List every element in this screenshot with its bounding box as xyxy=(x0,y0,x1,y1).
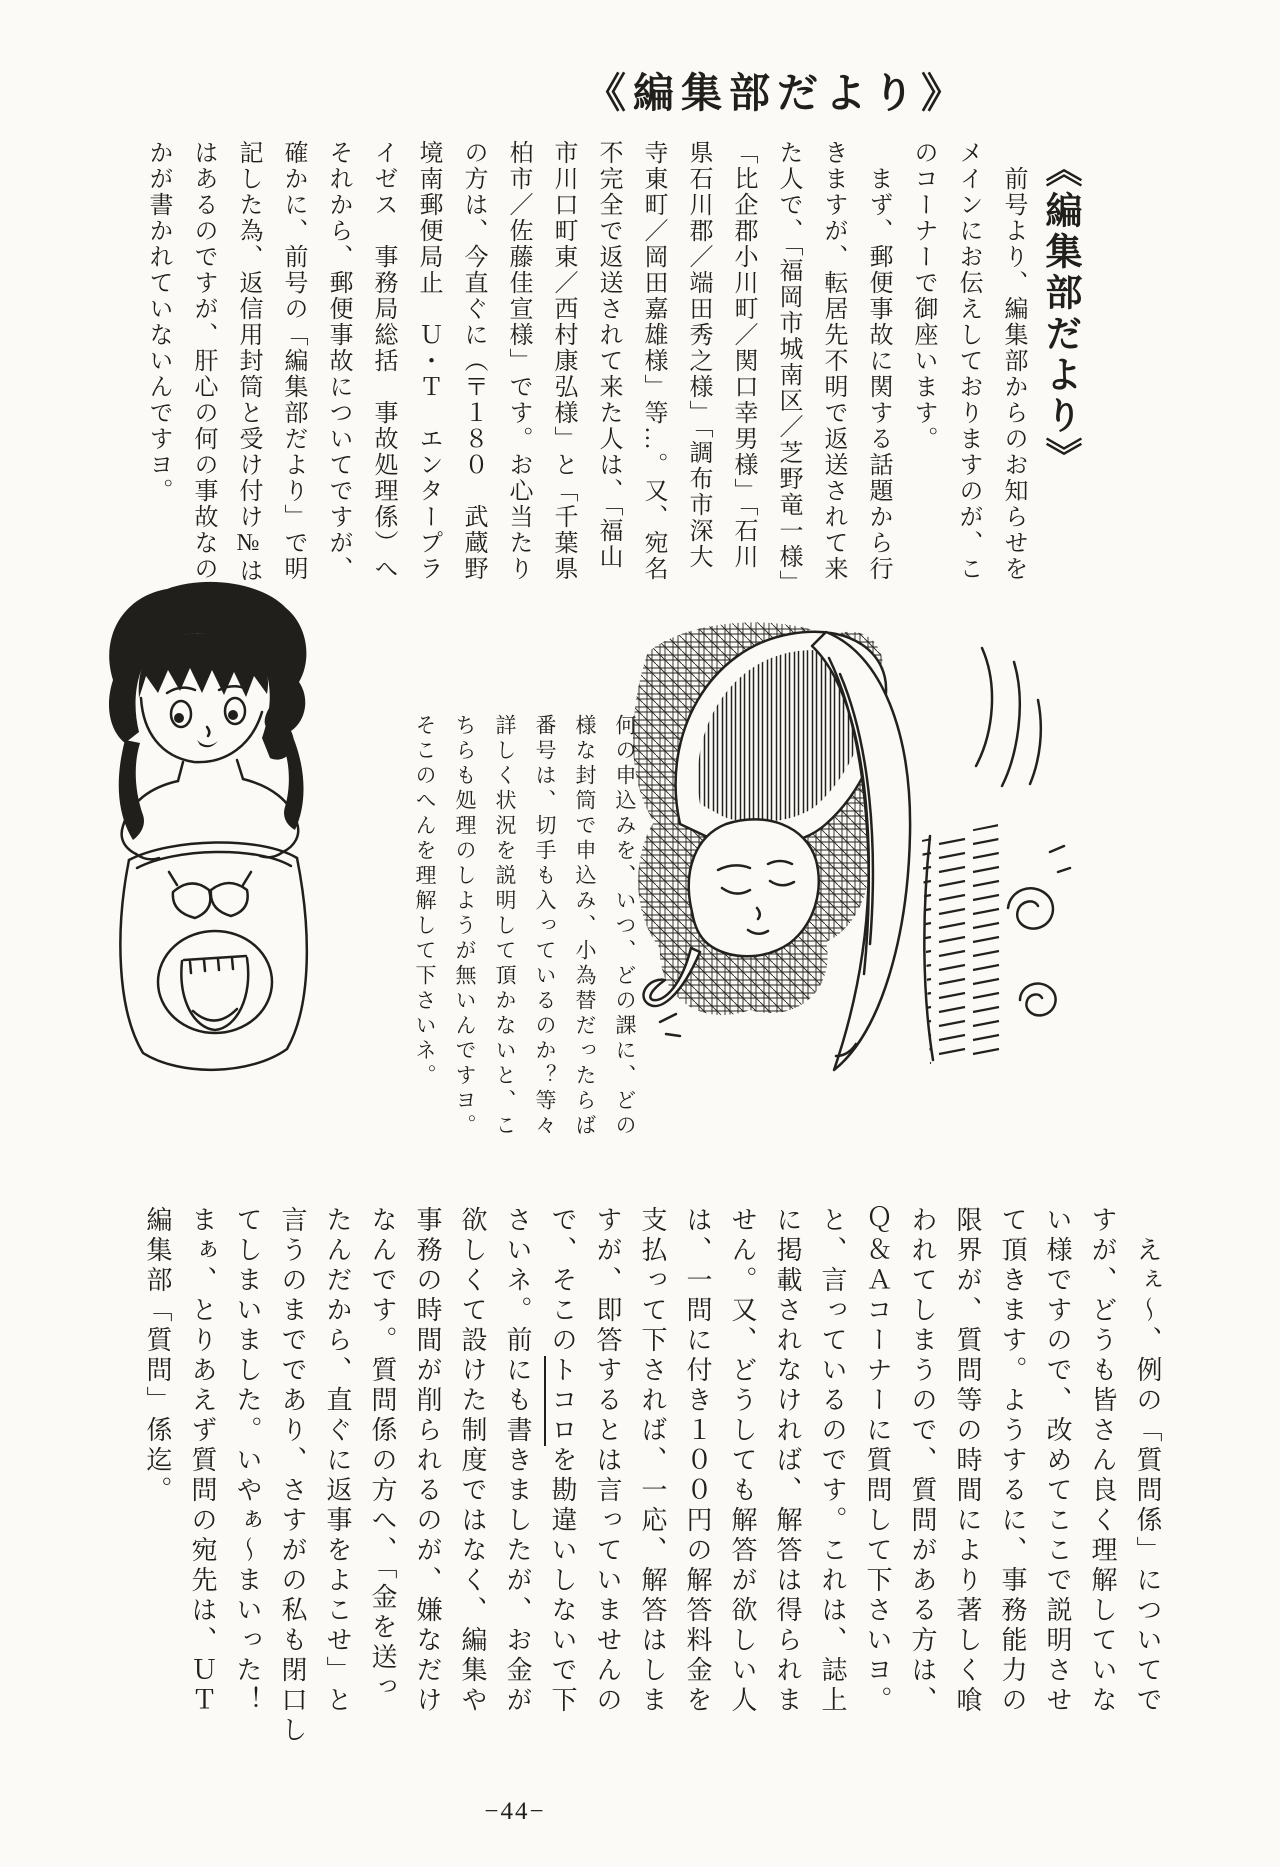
text-column: さいネ。前にも書きましたが、お金が xyxy=(503,1206,532,1716)
text-column: せん。又、どうしても解答が欲しい人 xyxy=(728,1206,757,1716)
text-column: すが、どうも皆さん良く理解していな xyxy=(1088,1206,1117,1716)
text-column: たんだから、直ぐに返事をよこせ」と xyxy=(323,1206,352,1716)
page-number: −44− xyxy=(484,1798,546,1825)
text-column: で、そこのトコロを勘違いしないで下 xyxy=(548,1206,577,1716)
small-marks xyxy=(660,1014,856,1056)
text-column: まぁ、とりあえず質問の宛先は、ＵＴ xyxy=(188,1206,217,1716)
open-bag xyxy=(120,842,306,1069)
text-column: そこのへんを理解して下さいネ。 xyxy=(413,714,437,1089)
bottom-text-block xyxy=(142,1206,1160,1826)
text-column: われてしまうので、質問がある方は、 xyxy=(908,1206,937,1716)
page-title: 《編集部だより》 xyxy=(585,70,969,116)
article-title-vertical: 《編集部だより》 xyxy=(1039,150,1080,478)
text-column: きますが、転居先不明で返送されて来 xyxy=(820,140,846,582)
text-column: なんです。質問係の方へ、「金を送っ xyxy=(368,1206,397,1703)
emphasized-text: トコロ xyxy=(548,1356,577,1446)
text-column: 何の申込みを、いつ、どの課に、どの xyxy=(613,714,637,1139)
text-column: て頂きます。ようするに、事務能力の xyxy=(998,1206,1027,1716)
text-column: ちらも処理のしようが無いんですヨ。 xyxy=(453,714,477,1139)
text-column: 記した為、返信用封筒と受け付け№は xyxy=(235,140,261,584)
text-column: は、一問に付き１００円の解答料金を xyxy=(683,1206,712,1716)
text-column: の方は、今直ぐに（〒１８０ 武蔵野 xyxy=(460,140,486,582)
text-column: 様な封筒で申込み、小為替だったらば xyxy=(573,714,597,1139)
text-column: 事務の時間が削られるのが、嫌なだけ xyxy=(413,1206,442,1716)
bra-drawing xyxy=(169,872,251,918)
text-column: た人で、「福岡市城南区／芝野竜一様」 xyxy=(775,140,801,596)
text-column: てしまいました。いやぁ〜まいった！ xyxy=(233,1206,262,1716)
illustration-girl-with-bag xyxy=(85,580,345,1085)
text-column: い様ですので、改めてここで説明させ xyxy=(1043,1206,1072,1716)
illustration-sleeping-figure xyxy=(630,612,1075,1082)
text-column: 詳しく状況を説明して頂かないと、こ xyxy=(493,714,517,1139)
text-column: 言うのまでであり、さすがの私も閉口し xyxy=(278,1206,307,1746)
text-column: イゼス 事務局総括 事故処理係）へ xyxy=(370,140,396,582)
text-column: 支払って下されば、一応、解答はしま xyxy=(638,1206,667,1716)
text-column: 不完全で返送されて来た人は、「福山 xyxy=(595,140,621,570)
decorated-band xyxy=(922,648,1070,1064)
text-column: すが、即答するとは言っていませんの xyxy=(593,1206,622,1716)
text-column: 確かに、前号の「編集部だより」で明 xyxy=(280,140,306,582)
text-column: Ｑ＆Ａコーナーに質問して下さいヨ。 xyxy=(863,1206,892,1716)
text-column: それから、郵便事故についてですが、 xyxy=(325,140,351,582)
text-column: 柏市／佐藤佳宣様」です。お心当たり xyxy=(505,140,531,582)
text-column: 境南郵便局止 Ｕ・Ｔ エンタープラ xyxy=(415,140,441,582)
spiral-ornament xyxy=(1020,984,1056,1016)
text-column: 前号より、編集部からのお知らせを xyxy=(1000,140,1026,582)
spiral-ornament xyxy=(1008,888,1053,928)
text-column: まず、郵便事故に関する話題から行 xyxy=(865,140,891,582)
text-column: 編集部「質問」係迄。 xyxy=(143,1206,172,1506)
text-column: 県石川郡／端田秀之様」「調布市深大 xyxy=(685,140,711,570)
text-column: 限界が、質問等の時間により著しく喰 xyxy=(953,1206,982,1716)
text-column: かが書かれていないんですヨ。 xyxy=(145,140,171,504)
text-column: に掲載されなければ、解答は得られま xyxy=(773,1206,802,1716)
text-column: のコーナーで御座います。 xyxy=(910,140,936,452)
text-column: はあるのですが、肝心の何の事故なの xyxy=(190,140,216,582)
text-column: メインにお伝えしておりますのが、こ xyxy=(955,140,981,582)
text-column: えぇ〜、例の「質問係」についてで xyxy=(1133,1206,1162,1716)
open-mouth-face-drawing xyxy=(158,931,272,1033)
text-column: 「比企郡小川町／関口幸男様」「石川 xyxy=(730,140,756,570)
text-column: 番号は、切手も入っているのか？等々 xyxy=(533,714,557,1139)
sleeping-face xyxy=(689,819,819,956)
girl-face xyxy=(141,686,277,762)
girl-body xyxy=(122,760,299,859)
text-column: 市川口町東／西村康弘様」と「千葉県 xyxy=(550,140,576,582)
text-column: と、言っているのです。これは、誌上 xyxy=(818,1206,847,1716)
middle-text-block xyxy=(412,714,635,1214)
text-column: 欲しくて設けた制度ではなく、編集や xyxy=(458,1206,487,1716)
text-column: 寺東町／岡田嘉雄様」等…。又、宛名 xyxy=(640,140,666,582)
